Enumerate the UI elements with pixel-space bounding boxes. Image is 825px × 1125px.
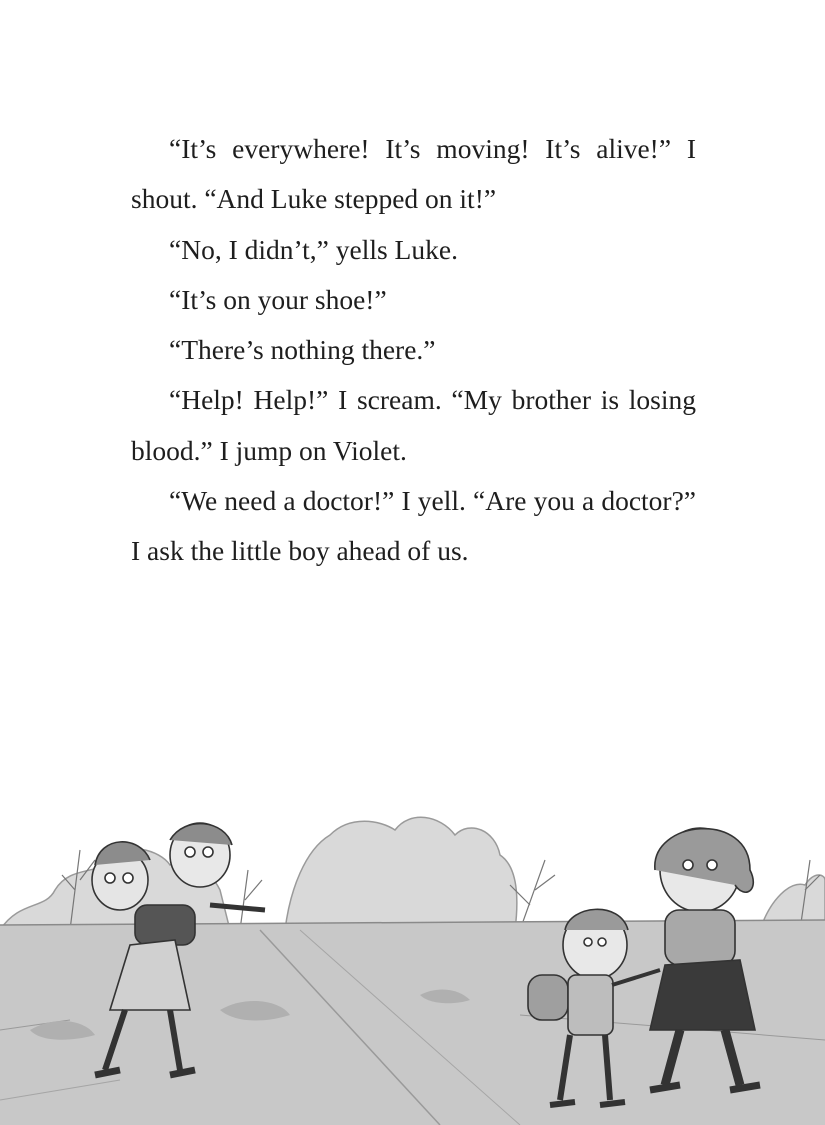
paragraph-5: “Help! Help!” I scream. “My brother is losing blood.” I jump on Violet. <box>131 384 696 466</box>
paragraph-2: “No, I didn’t,” yells Luke. <box>169 233 458 265</box>
children-walking-illustration <box>0 780 825 1125</box>
paragraph-1: “It’s everywhere! It’s moving! It’s alive!” I shout. “And Luke stepped on it!” <box>131 133 696 215</box>
paragraph-4: “There’s nothing there.” <box>169 334 436 366</box>
story-text <box>131 124 696 577</box>
paragraph-6: “We need a doctor!” I yell. “Are you a doctor?” I ask the little boy ahead of us. <box>131 485 696 567</box>
paragraph-3: “It’s on your shoe!” <box>169 283 387 315</box>
